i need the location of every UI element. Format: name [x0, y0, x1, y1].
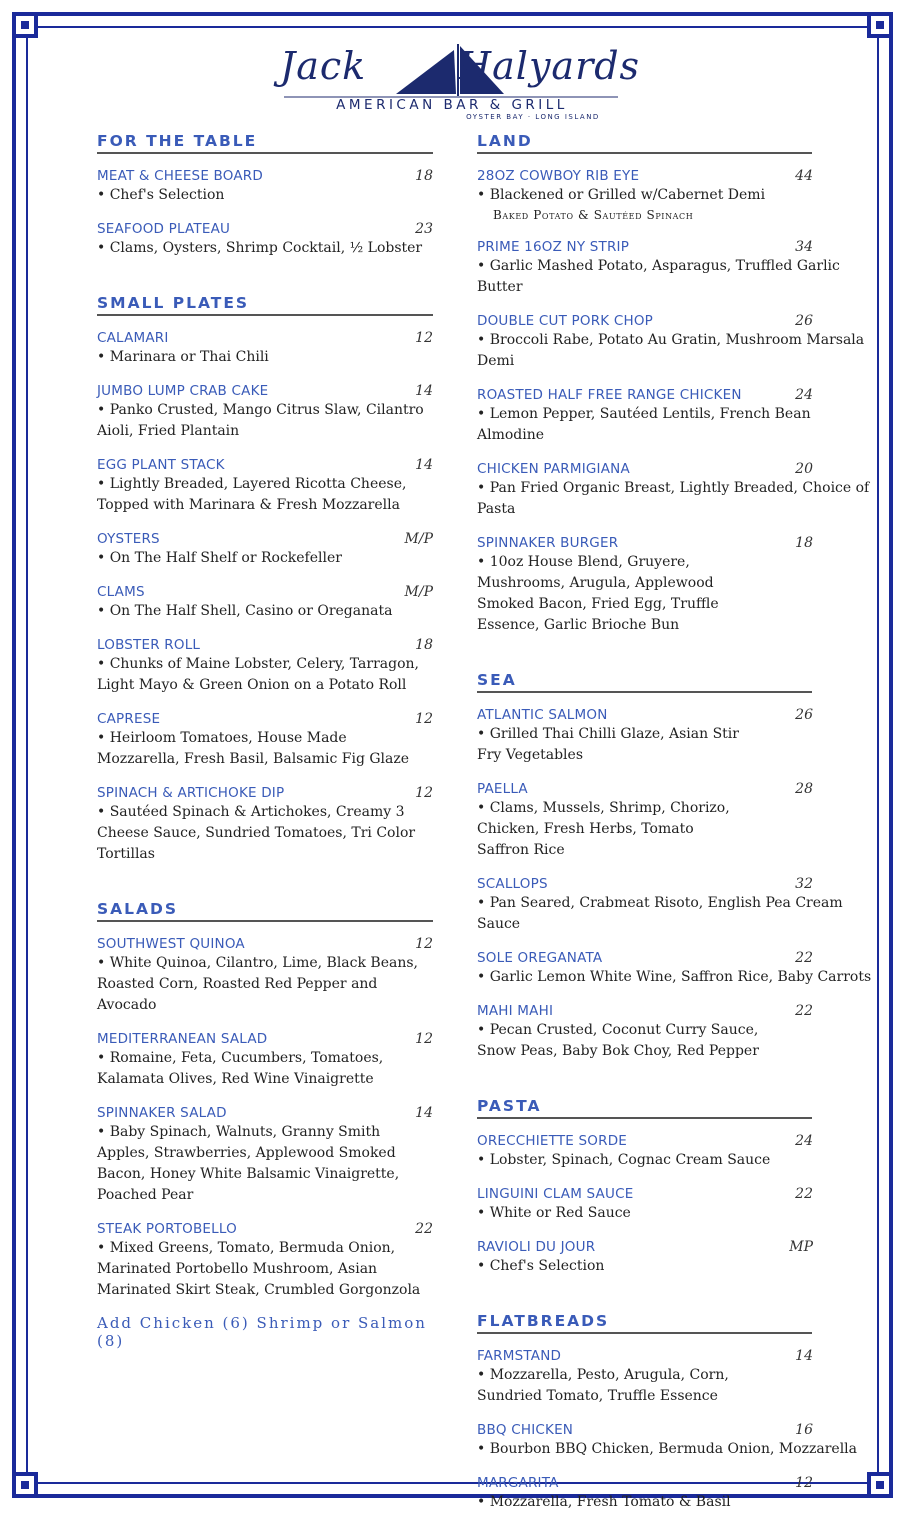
item-price: 14 — [415, 457, 433, 473]
item-price: 18 — [415, 637, 433, 653]
item-name: BBQ CHICKEN — [477, 1422, 574, 1438]
menu-item — [477, 1475, 873, 1513]
item-name: RAVIOLI DU JOUR — [477, 1239, 596, 1255]
menu-item — [97, 1221, 433, 1301]
item-description: • Pan Seared, Crabmeat Risoto, English Pea Cream Sauce — [477, 895, 843, 932]
item-price: 12 — [795, 1475, 813, 1491]
item-name: ROASTED HALF FREE RANGE CHICKEN — [477, 387, 742, 403]
section-salads — [97, 900, 433, 1301]
menu-item — [477, 535, 873, 636]
item-name: SEAFOOD PLATEAU — [97, 221, 231, 237]
item-description: • 10oz House Blend, Gruyere, Mushrooms, Arugula, Applewood Smoked Bacon, Fried Egg, Truffle Essence, Garlic Brioche Bun — [477, 554, 719, 633]
item-price: 14 — [415, 383, 433, 399]
item-price: 34 — [795, 239, 813, 255]
item-name: SPINNAKER BURGER — [477, 535, 619, 551]
item-price: 26 — [795, 707, 813, 723]
section-title: LAND — [477, 132, 812, 154]
menu-item — [97, 457, 433, 516]
item-name: JUMBO LUMP CRAB CAKE — [97, 383, 269, 399]
item-description-sides: Baked Potato & Sautéed Spinach — [493, 208, 694, 222]
menu-item — [97, 936, 433, 1016]
section-title: PASTA — [477, 1097, 812, 1119]
item-price: 22 — [415, 1221, 433, 1237]
item-price: M/P — [404, 531, 433, 547]
menu-item — [477, 168, 873, 224]
menu-item — [477, 781, 873, 861]
item-name: MEAT & CHEESE BOARD — [97, 168, 263, 184]
item-description: • Clams, Mussels, Shrimp, Chorizo, Chicken, Fresh Herbs, Tomato Saffron Rice — [477, 800, 730, 858]
item-price: 22 — [795, 1003, 813, 1019]
item-price: 32 — [795, 876, 813, 892]
item-price: 12 — [415, 711, 433, 727]
section-title: FOR THE TABLE — [97, 132, 433, 154]
item-description: • On The Half Shell, Casino or Oreganata — [97, 603, 393, 619]
item-description: • On The Half Shelf or Rockefeller — [97, 550, 342, 566]
section-title: SEA — [477, 671, 812, 693]
item-description: • Lobster, Spinach, Cognac Cream Sauce — [477, 1152, 771, 1168]
item-price: 22 — [795, 1186, 813, 1202]
item-price: 22 — [795, 950, 813, 966]
item-description: • Pecan Crusted, Coconut Curry Sauce, Snow Peas, Baby Bok Choy, Red Pepper — [477, 1022, 759, 1059]
restaurant-logo — [278, 42, 641, 124]
menu-item — [477, 239, 873, 298]
item-description: • Marinara or Thai Chili — [97, 349, 269, 365]
item-price: 18 — [795, 535, 813, 551]
item-price: 14 — [795, 1348, 813, 1364]
item-price: 14 — [415, 1105, 433, 1121]
section-title: SMALL PLATES — [97, 294, 433, 316]
menu-item — [477, 387, 873, 446]
item-description: • Sautéed Spinach & Artichokes, Creamy 3 Cheese Sauce, Sundried Tomatoes, Tri Color Tortillas — [97, 804, 416, 862]
item-price: 12 — [415, 785, 433, 801]
menu-item — [97, 221, 433, 259]
corner-ornament-top-right — [867, 12, 893, 38]
item-description: • Grilled Thai Chilli Glaze, Asian Stir Fry Vegetables — [477, 726, 739, 763]
menu-column-left — [97, 132, 433, 1350]
item-name: CAPRESE — [97, 711, 161, 727]
item-price: 24 — [795, 387, 813, 403]
menu-item — [97, 1031, 433, 1090]
item-price: 12 — [415, 1031, 433, 1047]
menu-item — [97, 330, 433, 368]
menu-item — [477, 1348, 873, 1407]
menu-item — [97, 584, 433, 622]
item-description: • Garlic Lemon White Wine, Saffron Rice, Baby Carrots — [477, 969, 872, 985]
item-description: • Bourbon BBQ Chicken, Bermuda Onion, Mozzarella — [477, 1441, 858, 1457]
section-pasta — [477, 1097, 873, 1277]
menu-item — [477, 1133, 873, 1171]
corner-ornament-bottom-left — [12, 1472, 38, 1498]
menu-item — [477, 950, 873, 988]
item-name: LINGUINI CLAM SAUCE — [477, 1186, 634, 1202]
item-description: • Blackened or Grilled w/Cabernet Demi — [477, 187, 766, 203]
item-price: 18 — [415, 168, 433, 184]
item-name: CALAMARI — [97, 330, 169, 346]
menu-item — [477, 1186, 873, 1224]
item-description: • Mozzarella, Fresh Tomato & Basil — [477, 1494, 731, 1510]
item-description: • Pan Fried Organic Breast, Lightly Breaded, Choice of Pasta — [477, 480, 870, 517]
item-description: • Broccoli Rabe, Potato Au Gratin, Mushroom Marsala Demi — [477, 332, 865, 369]
item-name: DOUBLE CUT PORK CHOP — [477, 313, 653, 329]
menu-item — [477, 1422, 873, 1460]
item-price: 16 — [795, 1422, 813, 1438]
section-title: SALADS — [97, 900, 433, 922]
item-description: • Lemon Pepper, Sautéed Lentils, French Bean Almodine — [477, 406, 811, 443]
item-price: 12 — [415, 936, 433, 952]
menu-item — [477, 707, 873, 766]
item-description: • Chunks of Maine Lobster, Celery, Tarragon, Light Mayo & Green Onion on a Potato Roll — [97, 656, 419, 693]
item-name: SPINACH & ARTICHOKE DIP — [97, 785, 285, 801]
item-name: 28OZ COWBOY RIB EYE — [477, 168, 640, 184]
logo-subtitle: AMERICAN BAR & GRILL — [336, 97, 568, 113]
section-sea — [477, 671, 873, 1062]
menu-column-right — [477, 132, 873, 1528]
item-description: • Chef's Selection — [97, 187, 225, 203]
item-description: • Clams, Oysters, Shrimp Cocktail, ½ Lobster — [97, 240, 423, 256]
menu-item — [477, 313, 873, 372]
item-price: 20 — [795, 461, 813, 477]
item-description: • Garlic Mashed Potato, Asparagus, Truffled Garlic Butter — [477, 258, 840, 295]
item-description: • Mixed Greens, Tomato, Bermuda Onion, Marinated Portobello Mushroom, Asian Marinated Skirt Steak, Crumbled Gorgonzola — [97, 1240, 421, 1298]
item-name: SCALLOPS — [477, 876, 548, 892]
menu-item — [97, 168, 433, 206]
logo-script-right: Halyards — [458, 44, 641, 88]
menu-item — [97, 1105, 433, 1206]
item-name: PAELLA — [477, 781, 528, 797]
menu-item — [97, 785, 433, 865]
item-price: 26 — [795, 313, 813, 329]
item-name: PRIME 16OZ NY STRIP — [477, 239, 630, 255]
section-for-the-table — [97, 132, 433, 259]
item-price: 12 — [415, 330, 433, 346]
logo-location: OYSTER BAY · LONG ISLAND — [466, 113, 600, 121]
section-land — [477, 132, 873, 636]
item-name: LOBSTER ROLL — [97, 637, 201, 653]
item-name: MAHI MAHI — [477, 1003, 554, 1019]
section-title: FLATBREADS — [477, 1312, 812, 1334]
item-name: STEAK PORTOBELLO — [97, 1221, 237, 1237]
item-name: ORECCHIETTE SORDE — [477, 1133, 628, 1149]
item-description: • Baby Spinach, Walnuts, Granny Smith Apples, Strawberries, Applewood Smoked Bacon, Honey White Balsamic Vinaigrette, Poached Pear — [97, 1124, 400, 1203]
item-price: 23 — [415, 221, 433, 237]
item-description: • Panko Crusted, Mango Citrus Slaw, Cilantro Aioli, Fried Plantain — [97, 402, 424, 439]
item-price: MP — [789, 1239, 813, 1255]
item-name: SOUTHWEST QUINOA — [97, 936, 245, 952]
logo-script-left: Jack — [280, 44, 367, 88]
menu-item — [477, 1003, 873, 1062]
menu-item — [97, 383, 433, 442]
menu-item — [477, 461, 873, 520]
item-price: 24 — [795, 1133, 813, 1149]
menu-item — [97, 531, 433, 569]
item-price: 28 — [795, 781, 813, 797]
section-flatbreads — [477, 1312, 873, 1513]
item-name: CLAMS — [97, 584, 145, 600]
item-name: FARMSTAND — [477, 1348, 562, 1364]
item-description: • Mozzarella, Pesto, Arugula, Corn, Sundried Tomato, Truffle Essence — [477, 1367, 729, 1404]
item-description: • White Quinoa, Cilantro, Lime, Black Beans, Roasted Corn, Roasted Red Pepper and Avocado — [97, 955, 418, 1013]
item-name: MEDITERRANEAN SALAD — [97, 1031, 268, 1047]
item-name: EGG PLANT STACK — [97, 457, 225, 473]
item-description: • Heirloom Tomatoes, House Made Mozzarella, Fresh Basil, Balsamic Fig Glaze — [97, 730, 410, 767]
item-name: SOLE OREGANATA — [477, 950, 603, 966]
menu-item — [97, 637, 433, 696]
item-name: ATLANTIC SALMON — [477, 707, 608, 723]
item-description: • Chef's Selection — [477, 1258, 605, 1274]
item-price: 44 — [795, 168, 813, 184]
corner-ornament-top-left — [12, 12, 38, 38]
menu-item — [97, 711, 433, 770]
item-name: MARGARITA — [477, 1475, 559, 1491]
menu-item — [477, 1239, 873, 1277]
item-price: M/P — [404, 584, 433, 600]
item-description: • Romaine, Feta, Cucumbers, Tomatoes, Kalamata Olives, Red Wine Vinaigrette — [97, 1050, 384, 1087]
item-name: SPINNAKER SALAD — [97, 1105, 227, 1121]
item-name: CHICKEN PARMIGIANA — [477, 461, 630, 477]
menu-item — [477, 876, 873, 935]
item-description: • White or Red Sauce — [477, 1205, 631, 1221]
item-name: OYSTERS — [97, 531, 160, 547]
section-small-plates — [97, 294, 433, 865]
item-description: • Lightly Breaded, Layered Ricotta Cheese, Topped with Marinara & Fresh Mozzarella — [97, 476, 407, 513]
add-protein-note: Add Chicken (6) Shrimp or Salmon (8) — [97, 1314, 427, 1350]
